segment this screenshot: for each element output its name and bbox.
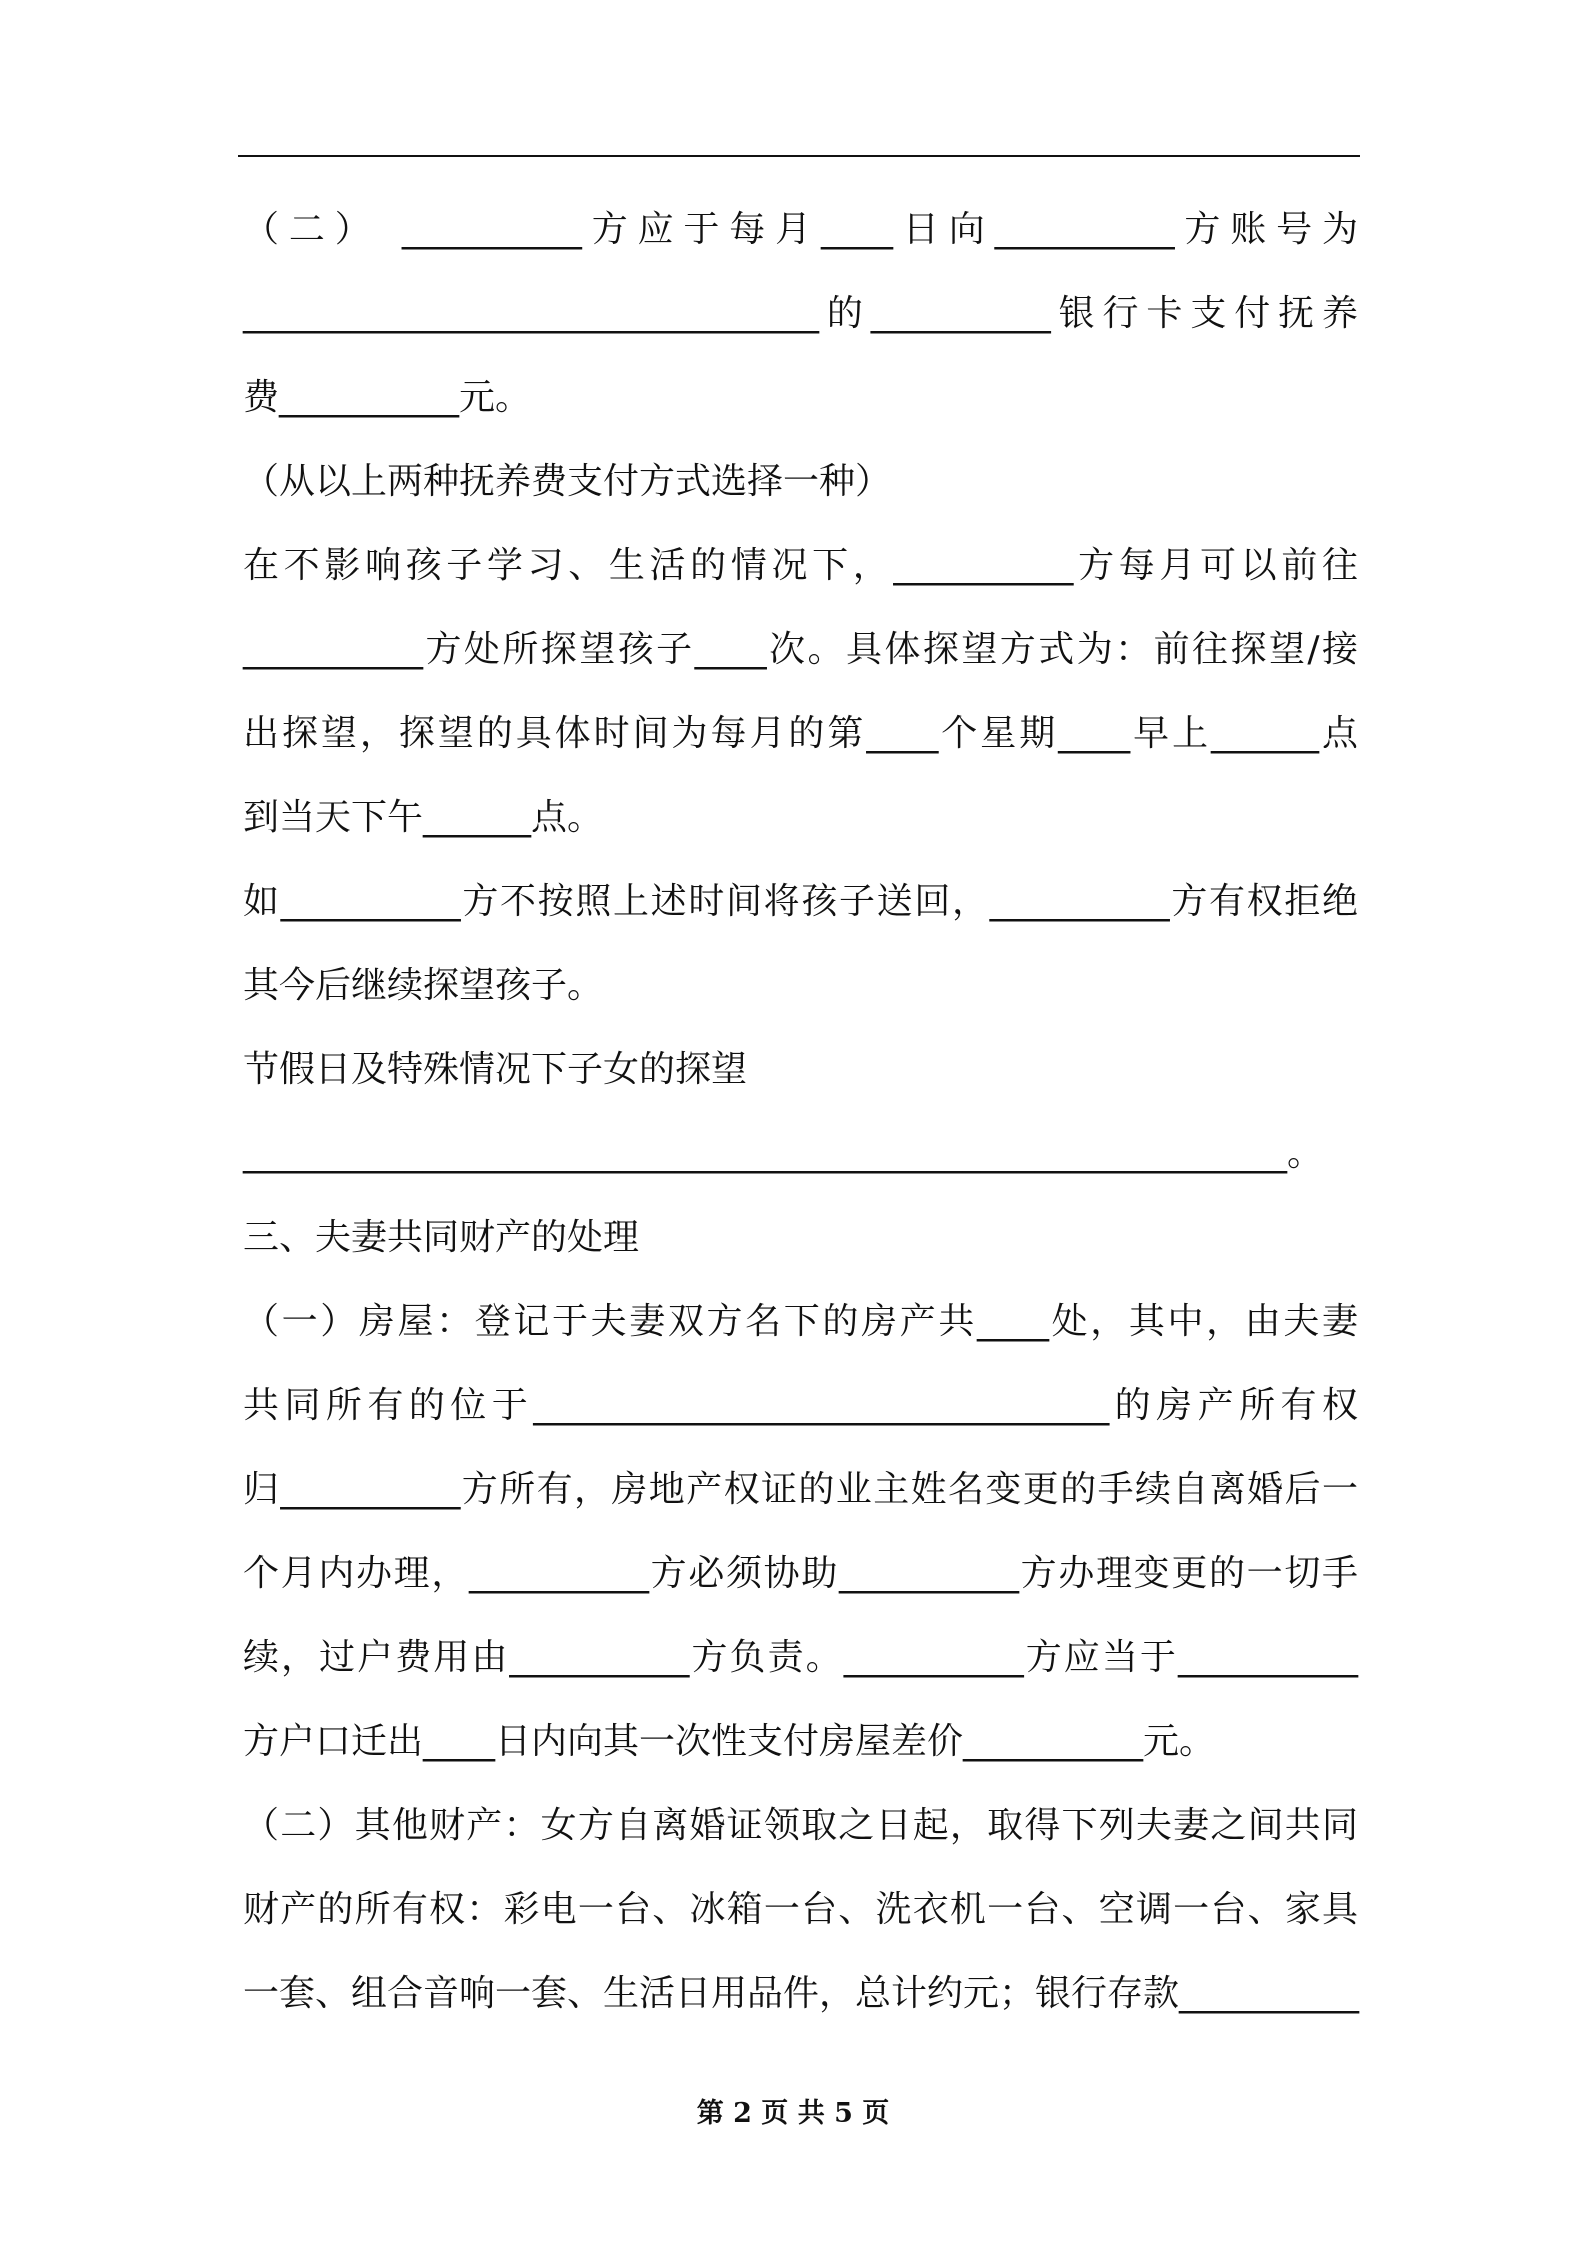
text-line-5: 在不影响孩子学习、生活的情况下，__________方每月可以前往 [243, 545, 1358, 586]
text-line-18: 续，过户费用由__________方负责。__________方应当于__________ [243, 1637, 1358, 1678]
text-line-12: __________________________________________________________。 [243, 1133, 1323, 1174]
text-line-2: ________________________________的__________银行卡支付抚养 [243, 293, 1358, 334]
text-line-20: （二）其他财产：女方自离婚证领取之日起，取得下列夫妻之间共同 [243, 1805, 1358, 1846]
text-line-16: 归__________方所有，房地产权证的业主姓名变更的手续自离婚后一 [243, 1469, 1358, 1510]
text-line-19: 方户口迁出____日内向其一次性支付房屋差价__________元。 [243, 1721, 1216, 1762]
text-line-7: 出探望，探望的具体时间为每月的第____个星期____早上______点 [243, 713, 1358, 754]
text-line-6: __________方处所探望孩子____次。具体探望方式为：前往探望/接 [243, 629, 1358, 670]
text-line-8: 到当天下午______点。 [243, 797, 604, 838]
text-line-17: 个月内办理，__________方必须协助__________方办理变更的一切手 [243, 1553, 1358, 1594]
header-rule [238, 155, 1360, 157]
section-heading: 三、夫妻共同财产的处理 [243, 1217, 640, 1258]
text-line-11: 节假日及特殊情况下子女的探望 [243, 1049, 748, 1090]
text-line-9: 如__________方不按照上述时间将孩子送回，__________方有权拒绝 [243, 881, 1358, 922]
text-line-21: 财产的所有权：彩电一台、冰箱一台、洗衣机一台、空调一台、家具 [243, 1889, 1358, 1930]
text-line-1: （二） __________方应于每月____日向__________方账号为 [243, 209, 1358, 250]
text-line-22: 一套、组合音响一套、生活日用品件，总计约元；银行存款__________ [243, 1973, 1360, 2014]
page-footer: 第 2 页 共 5 页 [696, 2098, 890, 2129]
text-line-10: 其今后继续探望孩子。 [243, 965, 604, 1006]
text-line-15: 共同所有的位于________________________________的房产所有权 [243, 1385, 1358, 1426]
text-line-4: （从以上两种抚养费支付方式选择一种） [243, 461, 892, 502]
text-line-14: （一）房屋：登记于夫妻双方名下的房产共____处，其中，由夫妻 [243, 1301, 1358, 1342]
text-line-3: 费__________元。 [243, 377, 532, 418]
